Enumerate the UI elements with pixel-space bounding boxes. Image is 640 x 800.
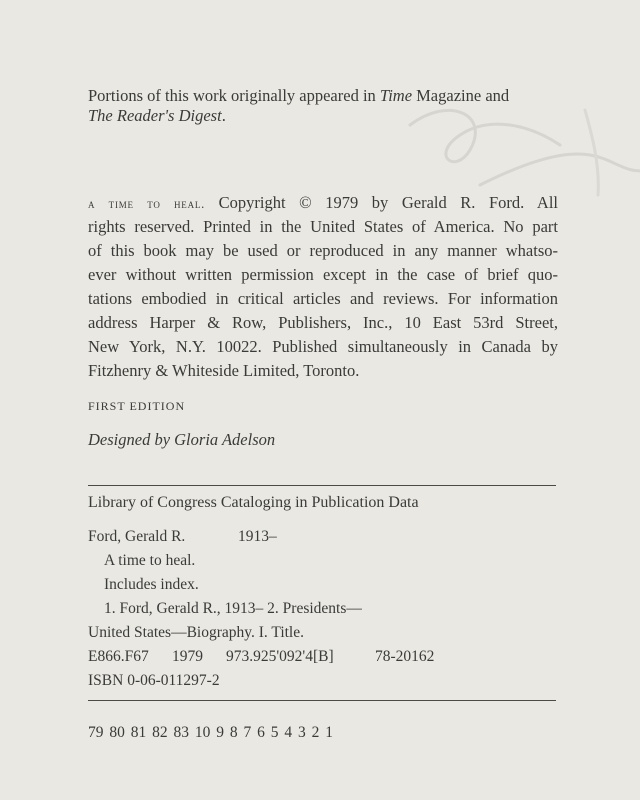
cip-lccn: 78-20162: [375, 648, 435, 665]
publication-notice-line-2: The Reader's Digest.: [88, 106, 226, 125]
cip-class-number: E866.F67: [88, 648, 149, 665]
copyright-line: of this book may be used or reproduced in any manner whatso-: [88, 241, 558, 260]
copyright-line: address Harper & Row, Publishers, Inc., 10 East 53rd Street,: [88, 313, 558, 332]
copyright-line: New York, N.Y. 10022. Published simultaneously in Canada by: [88, 337, 558, 356]
book-title-caps: a time to heal.: [88, 197, 206, 211]
cip-index-note: Includes index.: [104, 576, 199, 593]
copyright-line: tations embodied in critical articles and reviews. For information: [88, 289, 558, 308]
cip-author-dates: 1913–: [238, 528, 277, 545]
cip-author: Ford, Gerald R.: [88, 528, 186, 545]
copyright-paragraph: [88, 191, 558, 383]
copyright-line: Fitzhenry & Whiteside Limited, Toronto.: [88, 361, 360, 380]
bottom-divider: [88, 700, 556, 701]
cip-isbn: ISBN 0-06-011297-2: [88, 672, 220, 689]
copyright-line: rights reserved. Printed in the United States of America. No part: [88, 217, 558, 236]
copyright-line: ever without written permission except in the case of brief quo-: [88, 265, 558, 284]
cip-subjects-2: United States—Biography. I. Title.: [88, 624, 304, 641]
printing-line: 79 80 81 82 83 10 9 8 7 6 5 4 3 2 1: [88, 724, 333, 741]
edition-label: FIRST EDITION: [88, 399, 186, 413]
cip-dewey: 973.925'092'4[B]: [226, 648, 334, 665]
top-divider: [88, 485, 556, 486]
cip-heading: Library of Congress Cataloging in Publication Data: [88, 494, 419, 511]
cip-class-year: 1979: [172, 648, 203, 665]
copyright-line: a time to heal. Copyright © 1979 by Gerald R. Ford. All: [88, 193, 559, 212]
cip-subjects-1: 1. Ford, Gerald R., 1913– 2. Presidents—: [104, 600, 362, 617]
designer-credit: Designed by Gloria Adelson: [88, 430, 276, 449]
publication-notice-line-1: Portions of this work originally appeared in Time Magazine and: [88, 86, 510, 105]
cip-title: A time to heal.: [104, 552, 196, 569]
